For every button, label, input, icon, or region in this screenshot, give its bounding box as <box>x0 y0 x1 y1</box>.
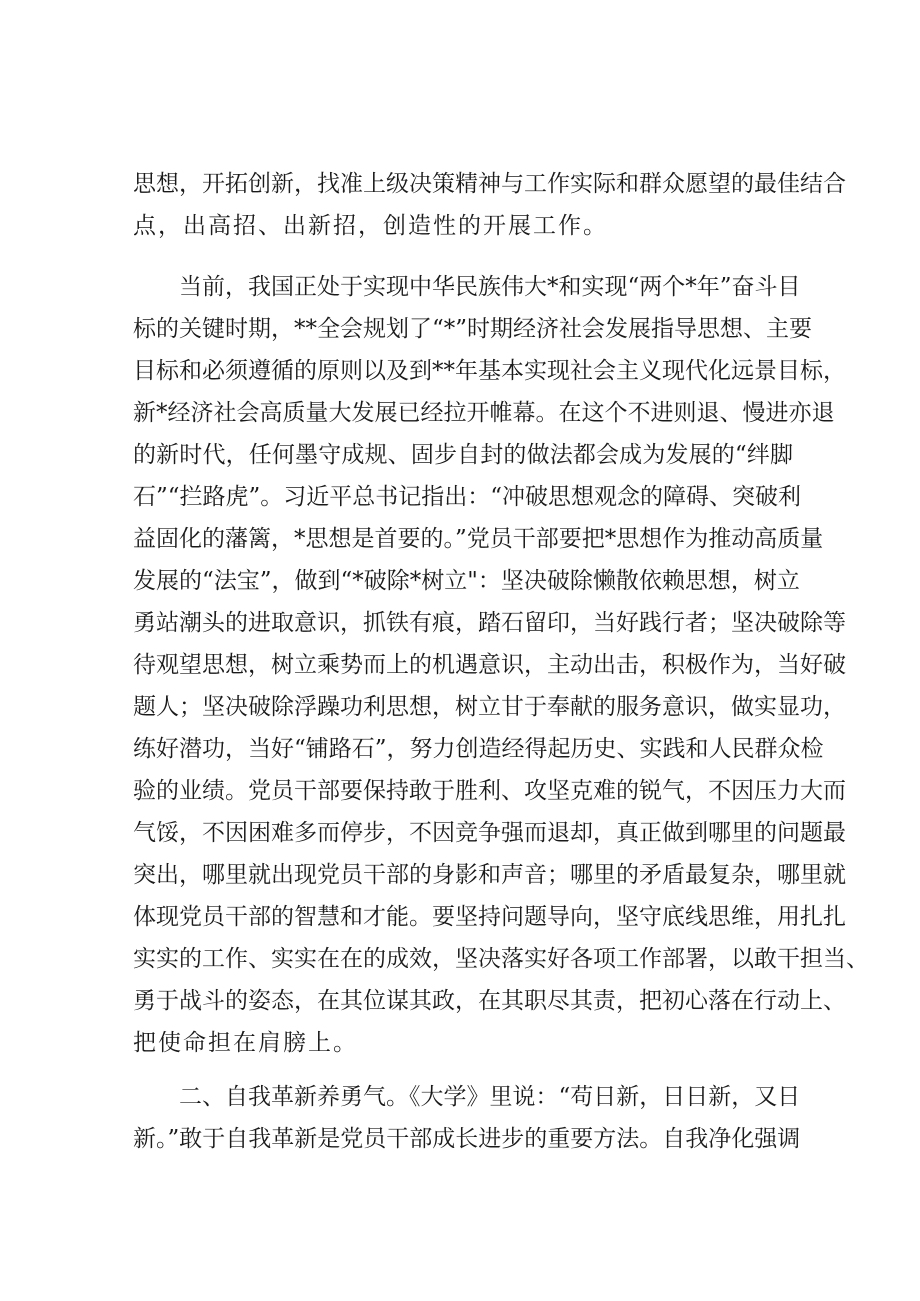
text-line: 把使命担在肩膀上。 <box>133 1030 358 1056</box>
text-line: 点，出高招、出新招，创造性的开展工作。 <box>133 213 608 239</box>
text-line: 突出，哪里就出现党员干部的身影和声音；哪里的矛盾最复杂，哪里就 <box>133 862 846 888</box>
text-line: 新*经济社会高质量大发展已经拉开帷幕。在这个不进则退、慢进亦退 <box>133 400 835 426</box>
text-line: 标的关键时期，**全会规划了“*”时期经济社会发展指导思想、主要 <box>133 316 813 342</box>
text-line: 实实的工作、实实在在的成效，坚决落实好各项工作部署，以敢干担当、 <box>133 946 869 972</box>
text-line: 勇站潮头的进取意识，抓铁有痕，踏石留印，当好践行者；坚决破除等 <box>133 610 846 636</box>
text-line: 新。”敢于自我革新是党员干部成长进步的重要方法。自我净化强调 <box>133 1126 801 1152</box>
text-line: 练好潜功，当好“铺路石”，努力创造经得起历史、实践和人民群众检 <box>133 736 824 762</box>
text-line: 待观望思想，树立乘势而上的机遇意识，主动出击，积极作为，当好破 <box>133 652 846 678</box>
text-line: 发展的“法宝”，做到“*破除*树立"：坚决破除懒散依赖思想，树立 <box>133 568 800 594</box>
text-line: 思想，开拓创新，找准上级决策精神与工作实际和群众愿望的最佳结合 <box>133 171 846 197</box>
text-line: 勇于战斗的姿态，在其位谋其政，在其职尽其责，把初心落在行动上、 <box>133 988 846 1014</box>
text-line: 目标和必须遵循的原则以及到**年基本实现社会主义现代化远景目标， <box>133 358 846 384</box>
text-line: 气馁，不因困难多而停步，不因竞争强而退却，真正做到哪里的问题最 <box>133 820 846 846</box>
text-line: 题人；坚决破除浮躁功利思想，树立甘于奉献的服务意识，做实显功， <box>133 694 846 720</box>
text-line: 体现党员干部的智慧和才能。要坚持问题导向，坚守底线思维，用扎扎 <box>133 904 846 930</box>
text-line: 益固化的藩篱，*思想是首要的。”党员干部要把*思想作为推动高质量 <box>133 526 824 552</box>
text-line: 的新时代，任何墨守成规、固步自封的做法都会成为发展的“绊脚 <box>133 442 793 468</box>
text-line: 当前，我国正处于实现中华民族伟大*和实现“两个*年”奋斗目 <box>179 274 801 300</box>
text-line: 验的业绩。党员干部要保持敢于胜利、攻坚克难的锐气，不因压力大而 <box>133 778 846 804</box>
text-line: 二、自我革新养勇气。《大学》里说：“苟日新，日日新，又日 <box>179 1084 801 1110</box>
text-line: 石”“拦路虎”。习近平总书记指出：“冲破思想观念的障碍、突破利 <box>133 484 802 510</box>
